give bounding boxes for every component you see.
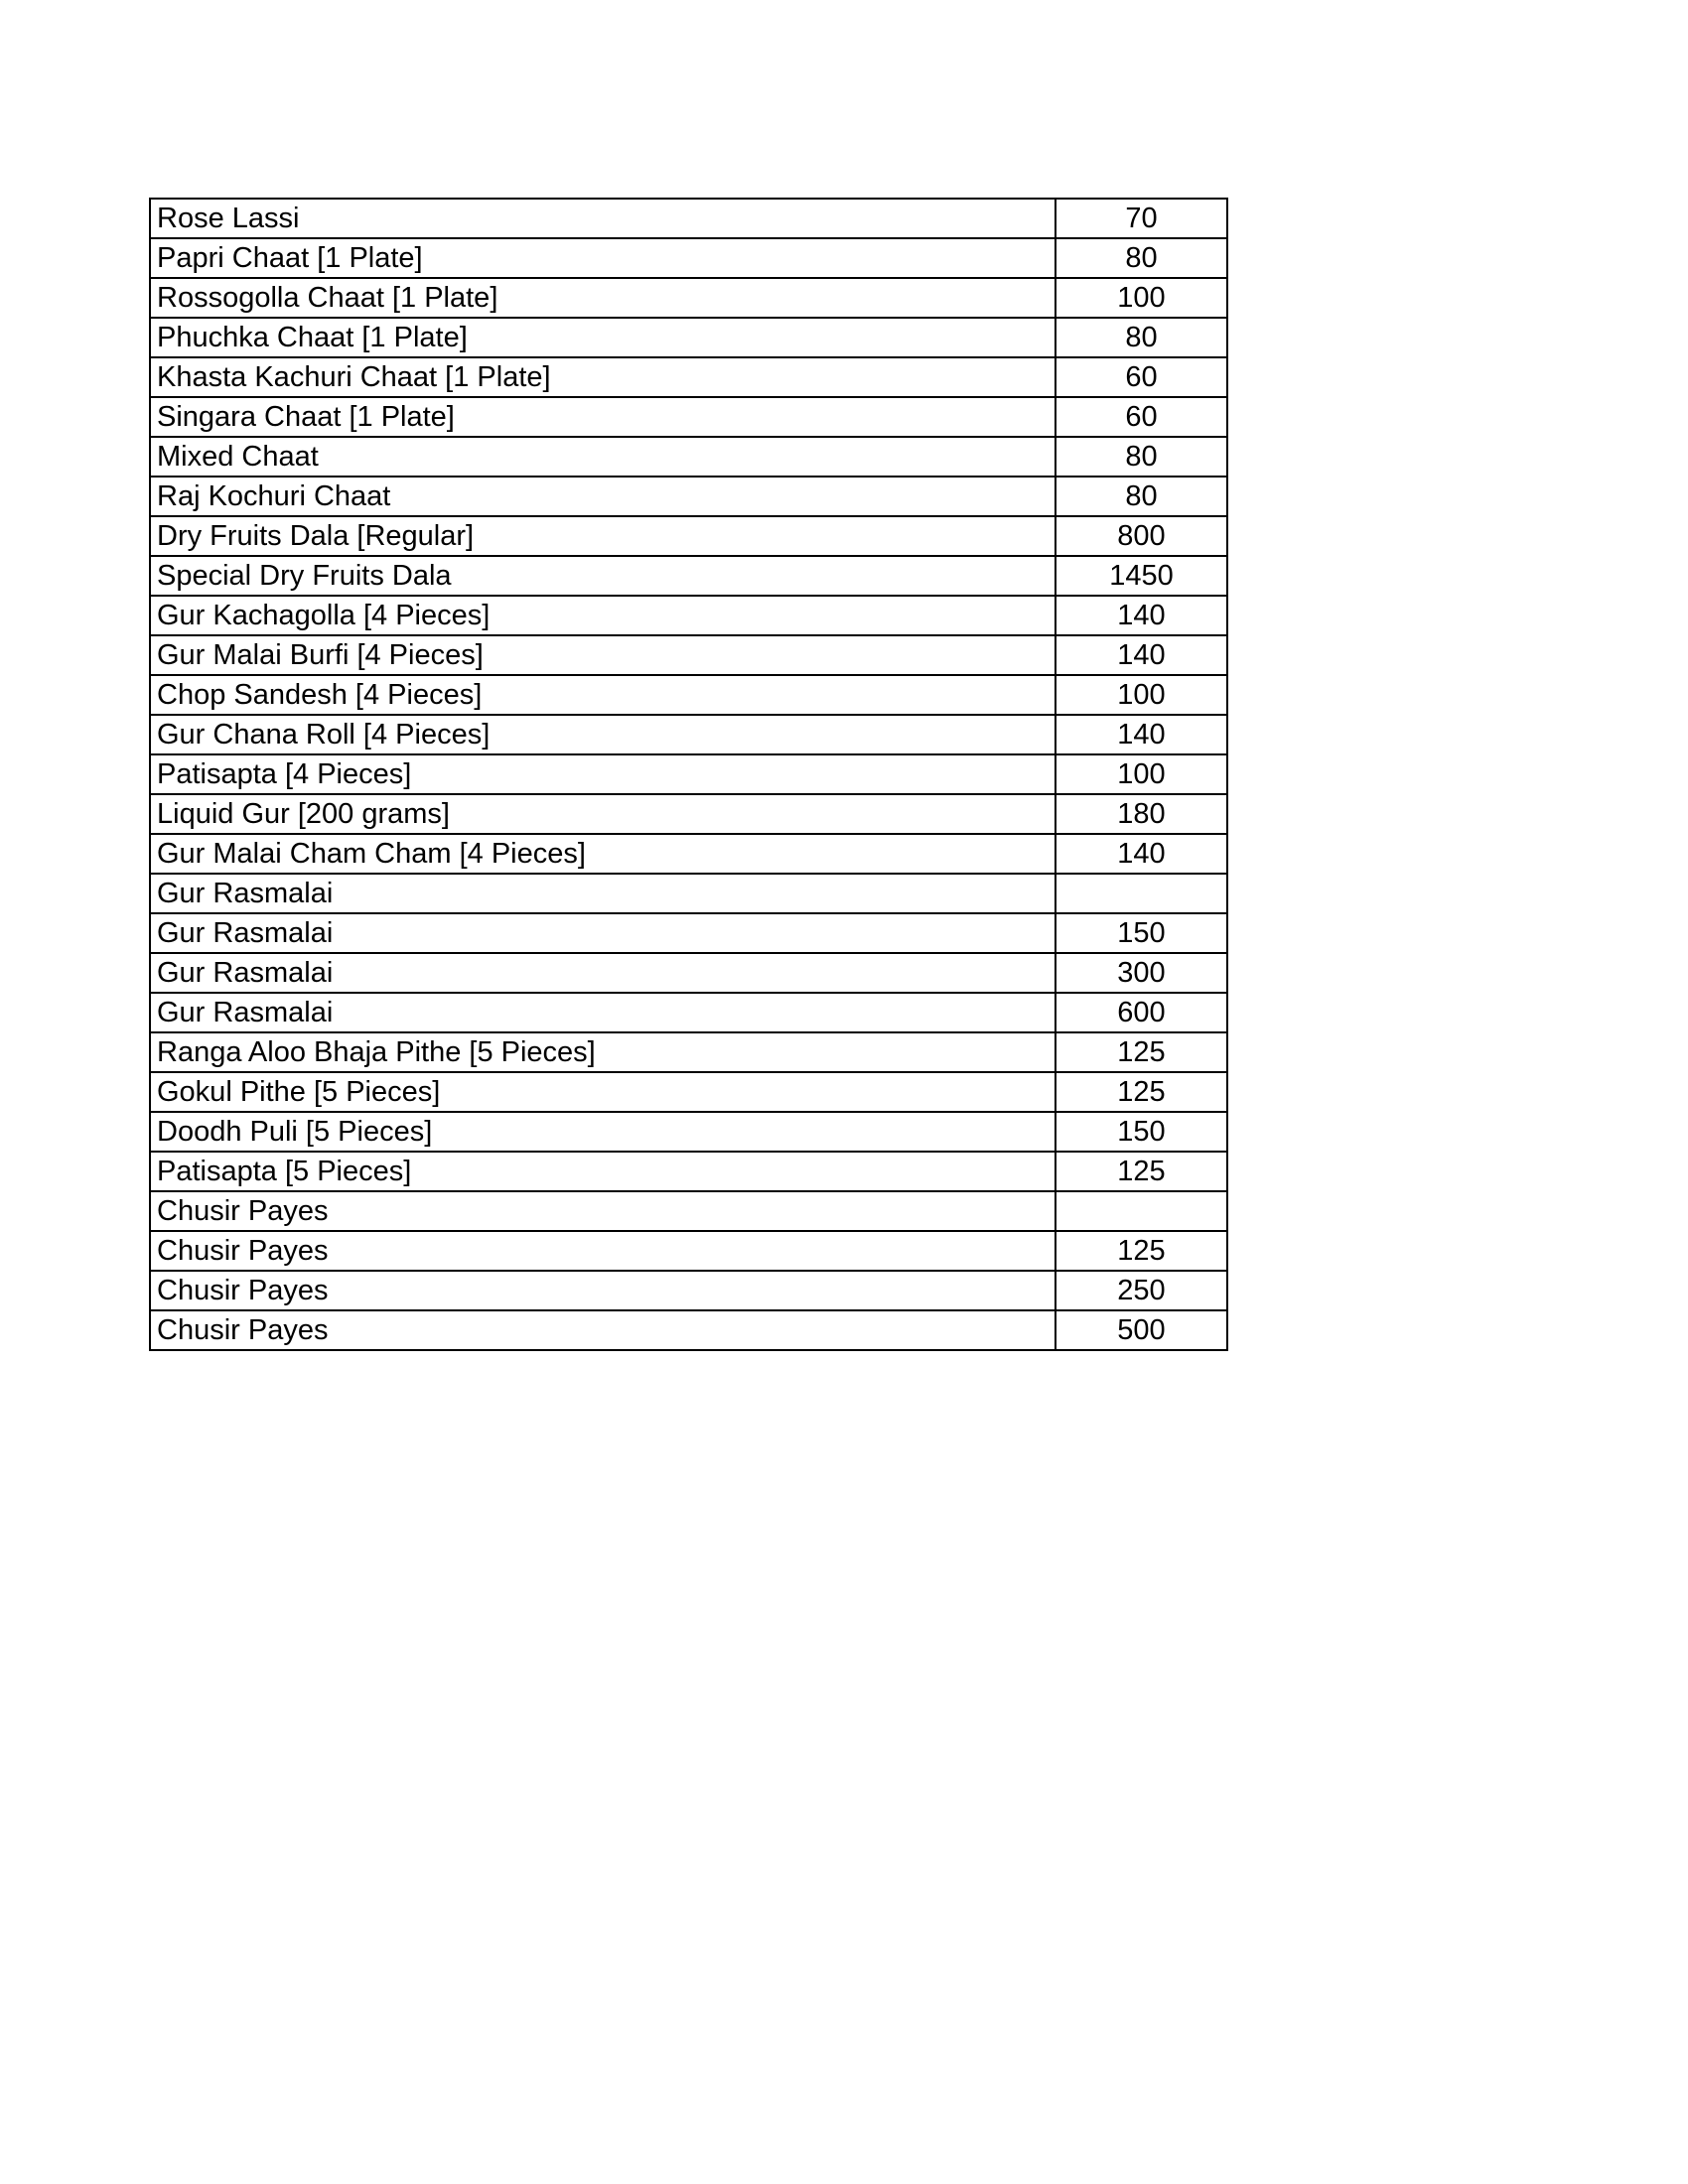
table-row [150, 635, 1227, 675]
table-row [150, 754, 1227, 794]
item-name-cell: Gur Malai Cham Cham [4 Pieces] [150, 834, 1055, 874]
item-name-cell: Chusir Payes [150, 1310, 1055, 1350]
table-row [150, 318, 1227, 357]
item-price-cell: 800 [1055, 516, 1227, 556]
price-table-body [150, 199, 1227, 1350]
item-price-cell: 500 [1055, 1310, 1227, 1350]
item-name-cell: Gur Rasmalai [150, 953, 1055, 993]
item-price-cell: 600 [1055, 993, 1227, 1032]
item-name-cell: Gur Rasmalai [150, 993, 1055, 1032]
item-name-cell: Gur Malai Burfi [4 Pieces] [150, 635, 1055, 675]
item-name-cell: Papri Chaat [1 Plate] [150, 238, 1055, 278]
item-name-cell: Patisapta [4 Pieces] [150, 754, 1055, 794]
table-row [150, 477, 1227, 516]
table-row [150, 715, 1227, 754]
item-price-cell: 300 [1055, 953, 1227, 993]
table-row [150, 834, 1227, 874]
item-price-cell: 125 [1055, 1231, 1227, 1271]
table-row [150, 675, 1227, 715]
item-price-cell: 125 [1055, 1152, 1227, 1191]
table-row [150, 199, 1227, 238]
table-row [150, 1310, 1227, 1350]
price-table [149, 198, 1228, 1351]
item-price-cell: 150 [1055, 913, 1227, 953]
item-name-cell: Ranga Aloo Bhaja Pithe [5 Pieces] [150, 1032, 1055, 1072]
item-name-cell: Chusir Payes [150, 1191, 1055, 1231]
item-price-cell: 180 [1055, 794, 1227, 834]
item-price-cell [1055, 874, 1227, 913]
item-name-cell: Gur Chana Roll [4 Pieces] [150, 715, 1055, 754]
item-name-cell: Singara Chaat [1 Plate] [150, 397, 1055, 437]
item-name-cell: Chusir Payes [150, 1231, 1055, 1271]
item-price-cell: 100 [1055, 675, 1227, 715]
table-row [150, 1072, 1227, 1112]
item-name-cell: Rose Lassi [150, 199, 1055, 238]
table-row [150, 238, 1227, 278]
table-row [150, 913, 1227, 953]
table-row [150, 1271, 1227, 1310]
item-name-cell: Rossogolla Chaat [1 Plate] [150, 278, 1055, 318]
item-name-cell: Gur Rasmalai [150, 913, 1055, 953]
table-row [150, 794, 1227, 834]
table-row [150, 874, 1227, 913]
item-price-cell: 125 [1055, 1072, 1227, 1112]
item-name-cell: Dry Fruits Dala [Regular] [150, 516, 1055, 556]
table-row [150, 1112, 1227, 1152]
item-name-cell: Patisapta [5 Pieces] [150, 1152, 1055, 1191]
item-price-cell: 150 [1055, 1112, 1227, 1152]
item-price-cell: 70 [1055, 199, 1227, 238]
table-row [150, 516, 1227, 556]
item-name-cell: Phuchka Chaat [1 Plate] [150, 318, 1055, 357]
table-row [150, 556, 1227, 596]
item-price-cell: 140 [1055, 596, 1227, 635]
table-row [150, 437, 1227, 477]
item-price-cell: 140 [1055, 635, 1227, 675]
table-row [150, 278, 1227, 318]
item-name-cell: Raj Kochuri Chaat [150, 477, 1055, 516]
table-row [150, 1231, 1227, 1271]
item-price-cell: 100 [1055, 754, 1227, 794]
item-price-cell: 100 [1055, 278, 1227, 318]
item-name-cell: Gur Rasmalai [150, 874, 1055, 913]
item-price-cell: 80 [1055, 437, 1227, 477]
table-row [150, 953, 1227, 993]
item-price-cell [1055, 1191, 1227, 1231]
item-price-cell: 60 [1055, 357, 1227, 397]
table-row [150, 357, 1227, 397]
item-price-cell: 80 [1055, 238, 1227, 278]
price-list-sheet [149, 198, 1226, 1351]
table-row [150, 1032, 1227, 1072]
item-name-cell: Chop Sandesh [4 Pieces] [150, 675, 1055, 715]
item-price-cell: 250 [1055, 1271, 1227, 1310]
item-name-cell: Chusir Payes [150, 1271, 1055, 1310]
table-row [150, 993, 1227, 1032]
item-price-cell: 80 [1055, 318, 1227, 357]
item-name-cell: Gur Kachagolla [4 Pieces] [150, 596, 1055, 635]
item-price-cell: 125 [1055, 1032, 1227, 1072]
item-price-cell: 1450 [1055, 556, 1227, 596]
table-row [150, 1152, 1227, 1191]
item-name-cell: Liquid Gur [200 grams] [150, 794, 1055, 834]
item-price-cell: 60 [1055, 397, 1227, 437]
item-name-cell: Special Dry Fruits Dala [150, 556, 1055, 596]
item-name-cell: Doodh Puli [5 Pieces] [150, 1112, 1055, 1152]
item-name-cell: Mixed Chaat [150, 437, 1055, 477]
item-price-cell: 140 [1055, 834, 1227, 874]
table-row [150, 397, 1227, 437]
item-price-cell: 140 [1055, 715, 1227, 754]
table-row [150, 596, 1227, 635]
table-row [150, 1191, 1227, 1231]
item-price-cell: 80 [1055, 477, 1227, 516]
item-name-cell: Khasta Kachuri Chaat [1 Plate] [150, 357, 1055, 397]
item-name-cell: Gokul Pithe [5 Pieces] [150, 1072, 1055, 1112]
